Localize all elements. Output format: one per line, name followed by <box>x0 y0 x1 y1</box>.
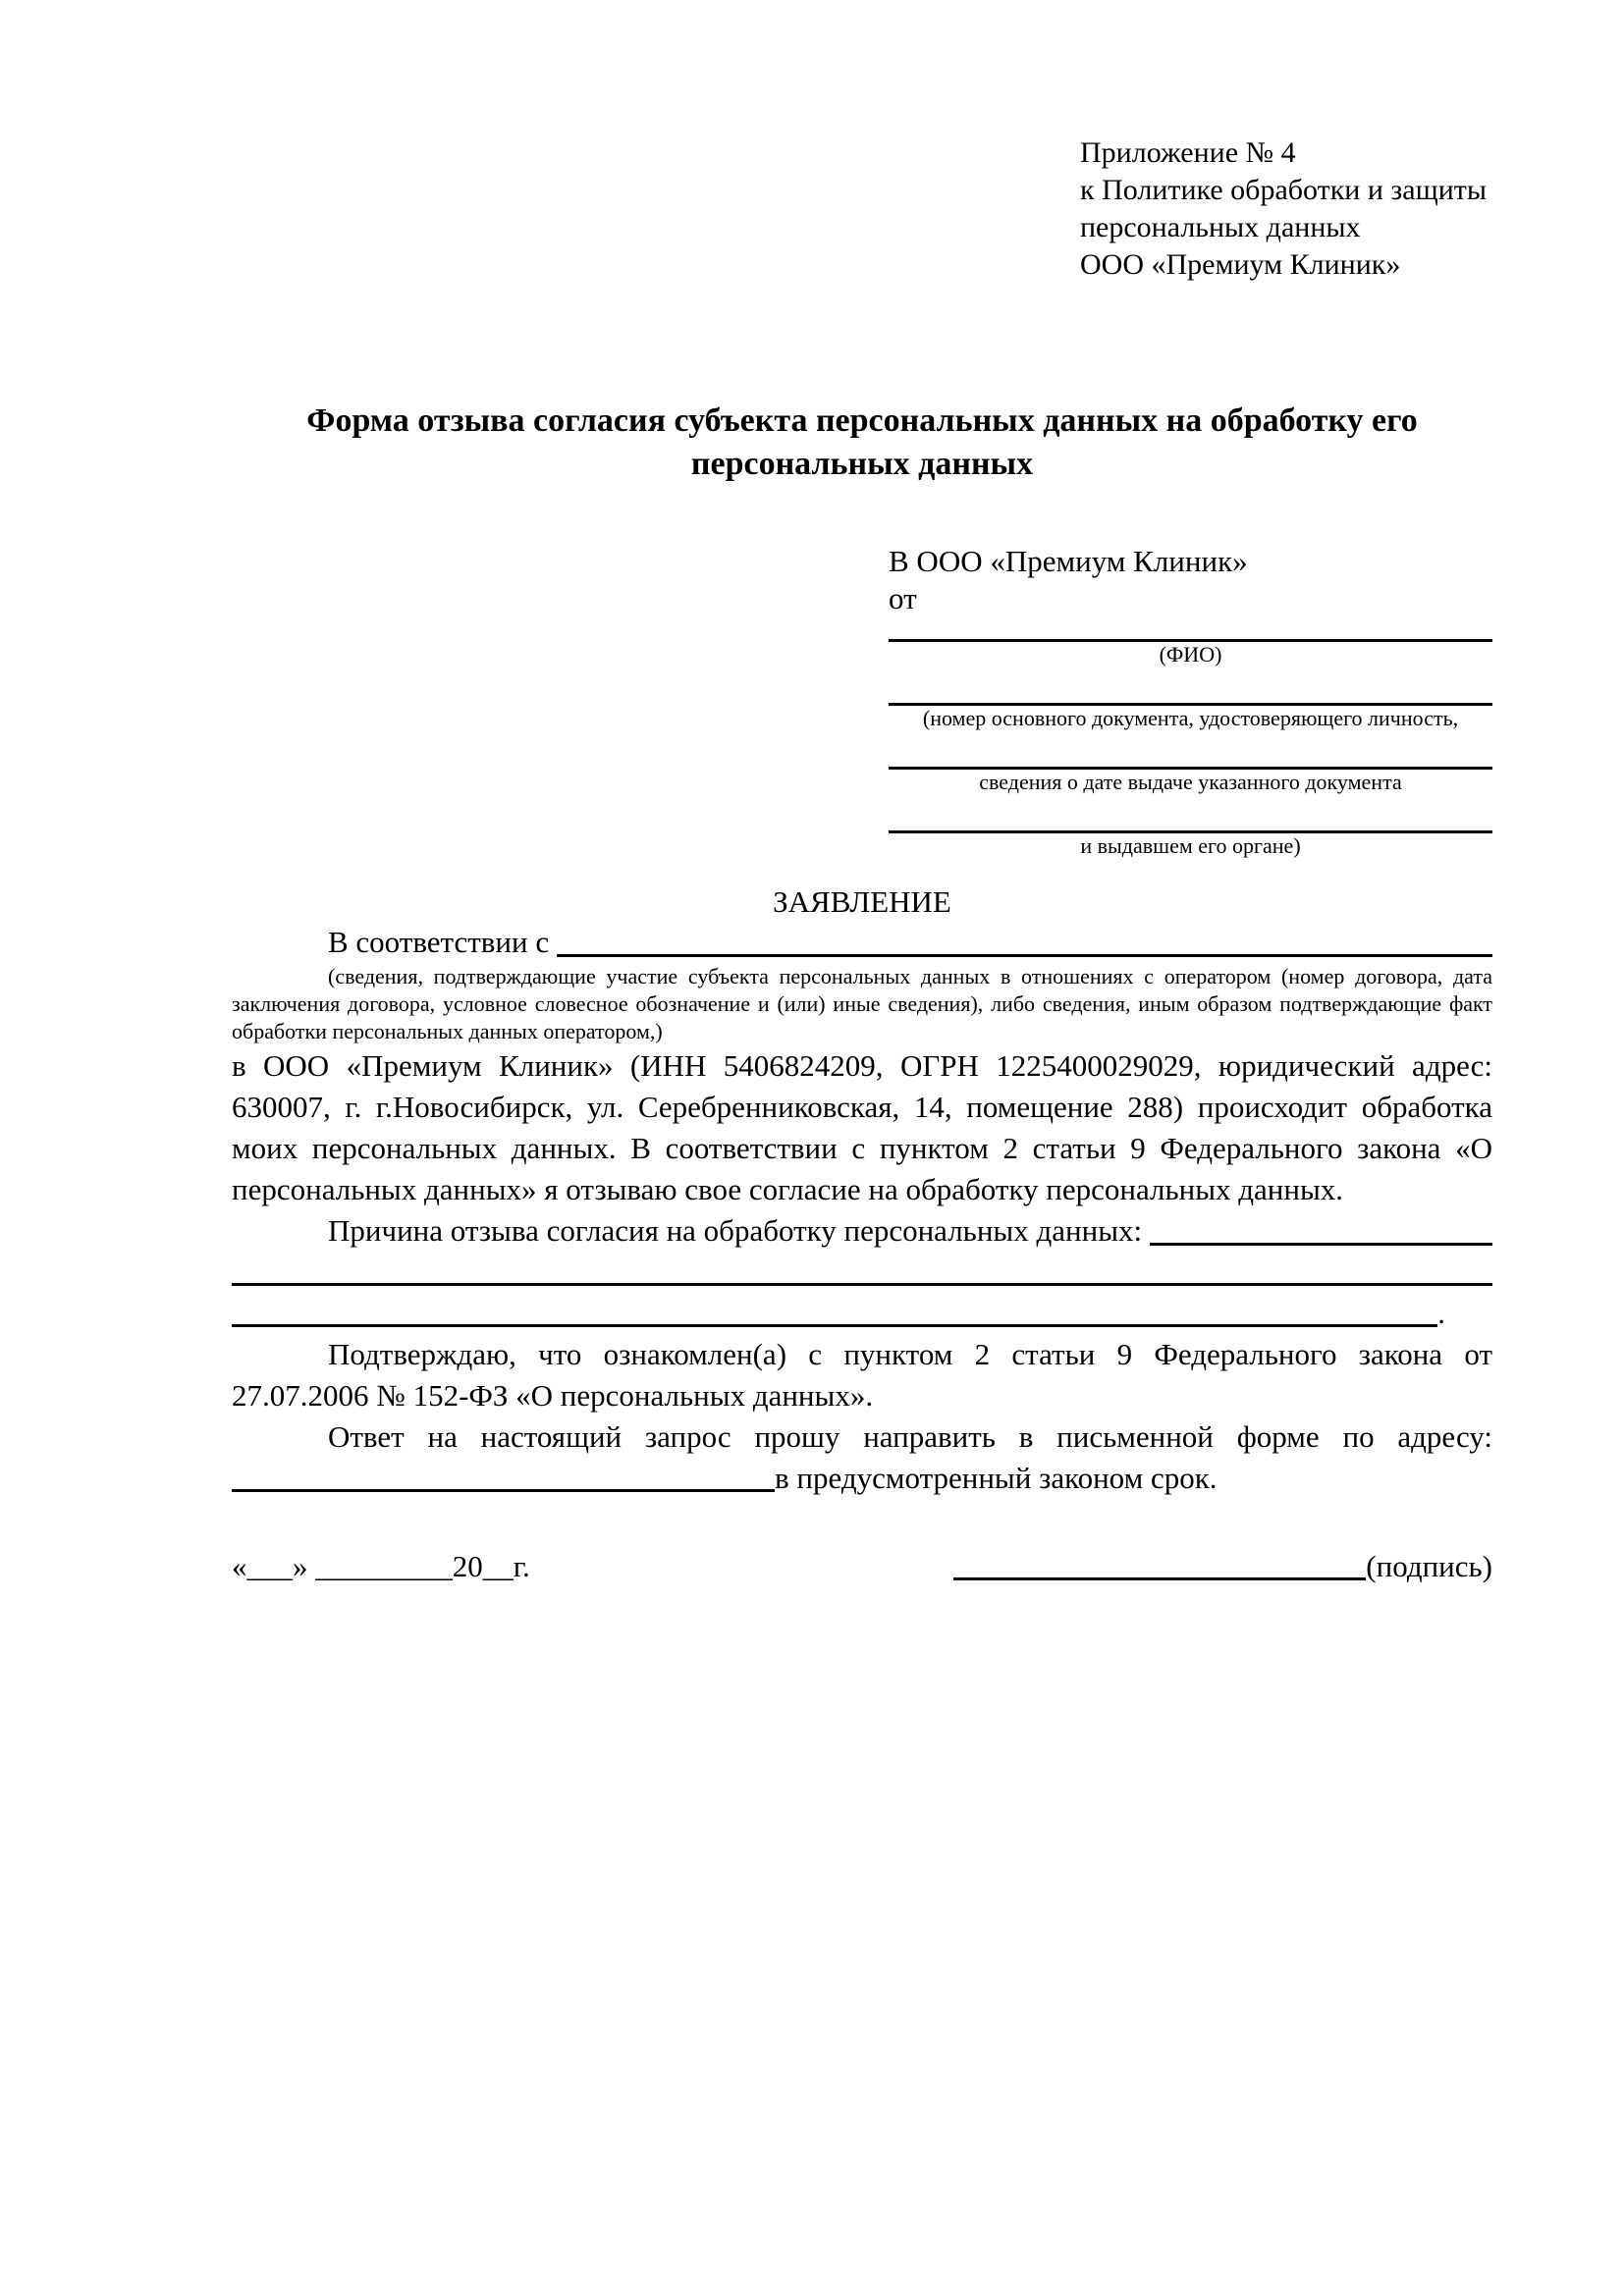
footer-row <box>232 1546 1492 1587</box>
statement-heading: ЗАЯВЛЕНИЕ <box>773 884 951 919</box>
signature-block <box>953 1546 1492 1587</box>
issue-date-caption: сведения о дате выдаче указанного документа <box>979 770 1402 794</box>
date-line: «___» _________20__г. <box>232 1549 530 1583</box>
blank-line-terminator: . <box>1437 1296 1445 1330</box>
addressee-block <box>889 543 1492 859</box>
document-number-caption: (номер основного документа, удостоверяющего личность, <box>922 706 1459 730</box>
field-document-number <box>889 681 1492 731</box>
intro-label: В соответствии с <box>328 925 550 959</box>
footnote-text: (сведения, подтверждающие участие субъекта персональных данных в отношениях с оператором (номер договора, дата заключения договора, условное словесное обозначение и (или) иные сведения), либо сведения, иным образом подтверждающие факт обработки персональных данных оператором,) <box>232 964 1492 1043</box>
fio-caption: (ФИО) <box>1159 642 1222 667</box>
appendix-line-1: Приложение № 4 <box>1080 136 1296 169</box>
address-blank-line <box>232 1489 775 1492</box>
signature-blank-line <box>953 1577 1366 1580</box>
confirmation-paragraph: Подтверждаю, что ознакомлен(а) с пунктом 2 статьи 9 Федерального закона от 27.07.2006 № 152-ФЗ «О персональных данных». <box>232 1337 1492 1413</box>
issue-date-blank-line <box>889 745 1492 770</box>
signature-caption: (подпись) <box>1366 1549 1492 1583</box>
issuing-authority-blank-line <box>889 809 1492 833</box>
addressee-from: от <box>889 581 917 615</box>
reply-address-row <box>232 1458 1492 1499</box>
reply-paragraph: Ответ на настоящий запрос прошу направить в письменной форме по адресу: <box>328 1419 1492 1454</box>
reason-label: Причина отзыва согласия на обработку персональных данных: <box>328 1213 1143 1248</box>
reason-blank-row-1 <box>232 1252 1492 1293</box>
intro-row <box>232 922 1492 963</box>
main-paragraph: в ООО «Премиум Клиник» (ИНН 5406824209, ОГРН 1225400029029, юридический адрес: 630007, г. г.Новосибирск, ул. Серебренниковская, 14, помещение 288) происходит обработка моих персональных данных. В соответствии с пунктом 2 статьи 9 Федерального закона «О персональных данных» я отзываю свое согласие на обработку персональных данных. <box>232 1048 1492 1206</box>
field-fio <box>889 617 1492 667</box>
appendix-line-2: к Политике обработки и защиты <box>1080 174 1488 206</box>
reason-blank-line <box>1150 1243 1492 1246</box>
field-issuing-authority <box>889 809 1492 859</box>
appendix-line-3: персональных данных <box>1080 211 1361 243</box>
document-title: Форма отзыва согласия субъекта персональных данных на обработку его персональных данных <box>306 402 1418 482</box>
reason-blank-row-2 <box>232 1293 1492 1334</box>
issuing-authority-caption: и выдавшем его органе) <box>1080 833 1301 858</box>
appendix-line-4: ООО «Премиум Клиник» <box>1080 248 1401 281</box>
addressee-to: В ООО «Премиум Клиник» <box>889 544 1248 578</box>
blank-line-2 <box>232 1324 1437 1327</box>
blank-line-1 <box>232 1283 1492 1286</box>
reason-row <box>232 1210 1492 1252</box>
field-issue-date <box>889 745 1492 795</box>
appendix-header <box>1080 134 1492 284</box>
intro-blank-line <box>557 954 1492 957</box>
document-number-blank-line <box>889 681 1492 706</box>
reply-suffix: в предусмотренный законом срок. <box>775 1461 1218 1495</box>
fio-blank-line <box>889 617 1492 642</box>
